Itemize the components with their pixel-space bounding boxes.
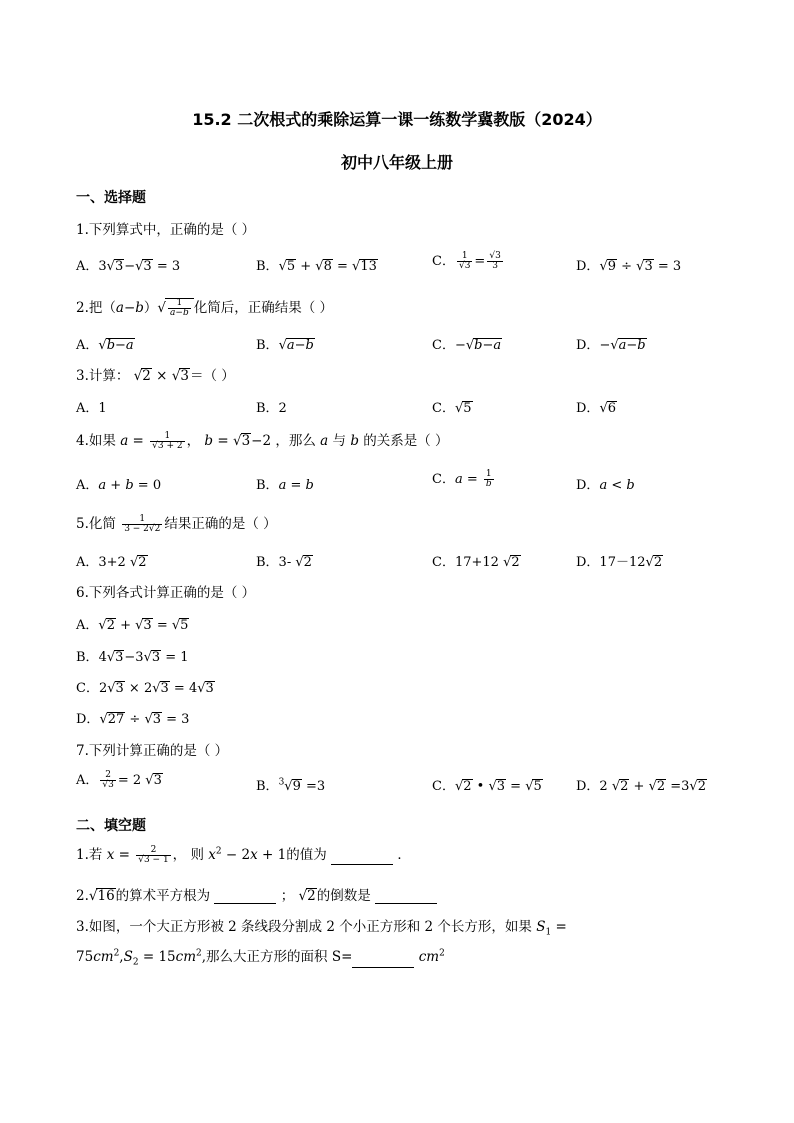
q2-option-d[interactable]: D．−√a−b (576, 338, 646, 353)
q7-option-b[interactable]: B．$^3$√9 =3 (256, 777, 326, 794)
q3-option-a[interactable]: A．1 (76, 401, 107, 416)
q1-option-c[interactable]: C． $\frac{1}{√3}$ = $\frac{√3}{3}$ (432, 250, 501, 271)
fill-2-blank-b[interactable] (375, 891, 437, 904)
q1-option-d[interactable]: D．√9 ÷ √3 = 3 (576, 259, 682, 274)
question-7-stem: 7.下列计算正确的是（ ） (76, 743, 229, 759)
q1-option-a[interactable]: A．3√3−√3 = 3 (76, 259, 181, 274)
q7-option-d[interactable]: D．2 √2 + √2 =3√2 (576, 779, 707, 794)
q1-option-b[interactable]: B．√5 + √8 = √13 (256, 259, 377, 274)
q5-option-d[interactable]: D．17－12√2 (576, 555, 663, 570)
fill-2-blank-a[interactable] (214, 891, 276, 904)
q6-option-c[interactable]: C．2√3 × 2√3 = 4√3 (76, 681, 214, 696)
q2-option-c[interactable]: C．−√b−a (432, 338, 502, 353)
question-6-stem: 6.下列各式计算正确的是（ ） (76, 585, 256, 601)
q7-option-a[interactable]: A． $\frac{2}{√3}$ = 2 √3 (76, 769, 162, 790)
fill-question-3-line-1: 3.如图，一个大正方形被 2 条线段分割成 2 个小正方形和 2 个长方形，如果 $S_1$ = (76, 919, 567, 938)
q4-option-b[interactable]: B．a = b (256, 478, 314, 493)
question-5-stem: 5.化简 $\frac{1}{3 - 2√2}$ 结果正确的是（ ） (76, 513, 277, 534)
q7-option-c[interactable]: C．√2 • √3 = √5 (432, 779, 542, 794)
q3-option-d[interactable]: D．√6 (576, 401, 617, 416)
q6-option-d[interactable]: D．√27 ÷ √3 = 3 (76, 712, 190, 727)
q3-option-c[interactable]: C．√5 (432, 401, 472, 416)
fill-3-blank[interactable] (352, 955, 414, 968)
question-4-stem: 4.如果 a = $\frac{1}{√3 + 2}$ ， b = √3−2 ，那么 a 与 b 的关系是（ ） (76, 430, 449, 451)
q6-option-a[interactable]: A．√2 + √3 = √5 (76, 618, 189, 633)
fill-question-1: 1.若 x = $\frac{2}{√3 - 1}$ ， 则 $x^2 - 2x + 1$的值为 ． (76, 844, 411, 865)
title-line-1: 15.2 二次根式的乘除运算一课一练数学冀教版（2024） (192, 110, 602, 129)
q6-option-b[interactable]: B．4√3−3√3 = 1 (76, 650, 189, 665)
fill-question-2: 2.√16的算术平方根为 ； √2的倒数是 (76, 884, 437, 904)
question-1-stem: 1.下列算式中，正确的是（ ） (76, 222, 256, 238)
fill-question-3-line-2: $75cm^2,S_2 = 15cm^2$,那么大正方形的面积 $S= cm^2$ (76, 948, 445, 968)
q4-option-c[interactable]: C．a = $\frac{1}{b}$ (432, 468, 492, 489)
question-2-stem: 2.把（a−b）√ $\frac{1}{a-b}$ 化简后，正确结果（ ） (76, 297, 334, 318)
q5-option-b[interactable]: B．3- √2 (256, 555, 312, 570)
title-line-2: 初中八年级上册 (340, 153, 453, 172)
q5-option-c[interactable]: C．17+12 √2 (432, 555, 520, 570)
q3-option-b[interactable]: B．2 (256, 401, 287, 416)
section-fill-in: 二、填空题 (76, 818, 146, 834)
fill-1-blank[interactable] (331, 852, 393, 865)
question-3-stem: 3.计算： √2 × √3＝（ ） (76, 368, 235, 384)
section-choice: 一、选择题 (76, 190, 146, 206)
q2-option-a[interactable]: A．√b−a (76, 338, 134, 353)
q4-option-d[interactable]: D．a < b (576, 478, 635, 493)
q2-option-b[interactable]: B．√a−b (256, 338, 314, 353)
q4-option-a[interactable]: A．a + b = 0 (76, 478, 162, 493)
q5-option-a[interactable]: A．3+2 √2 (76, 555, 147, 570)
